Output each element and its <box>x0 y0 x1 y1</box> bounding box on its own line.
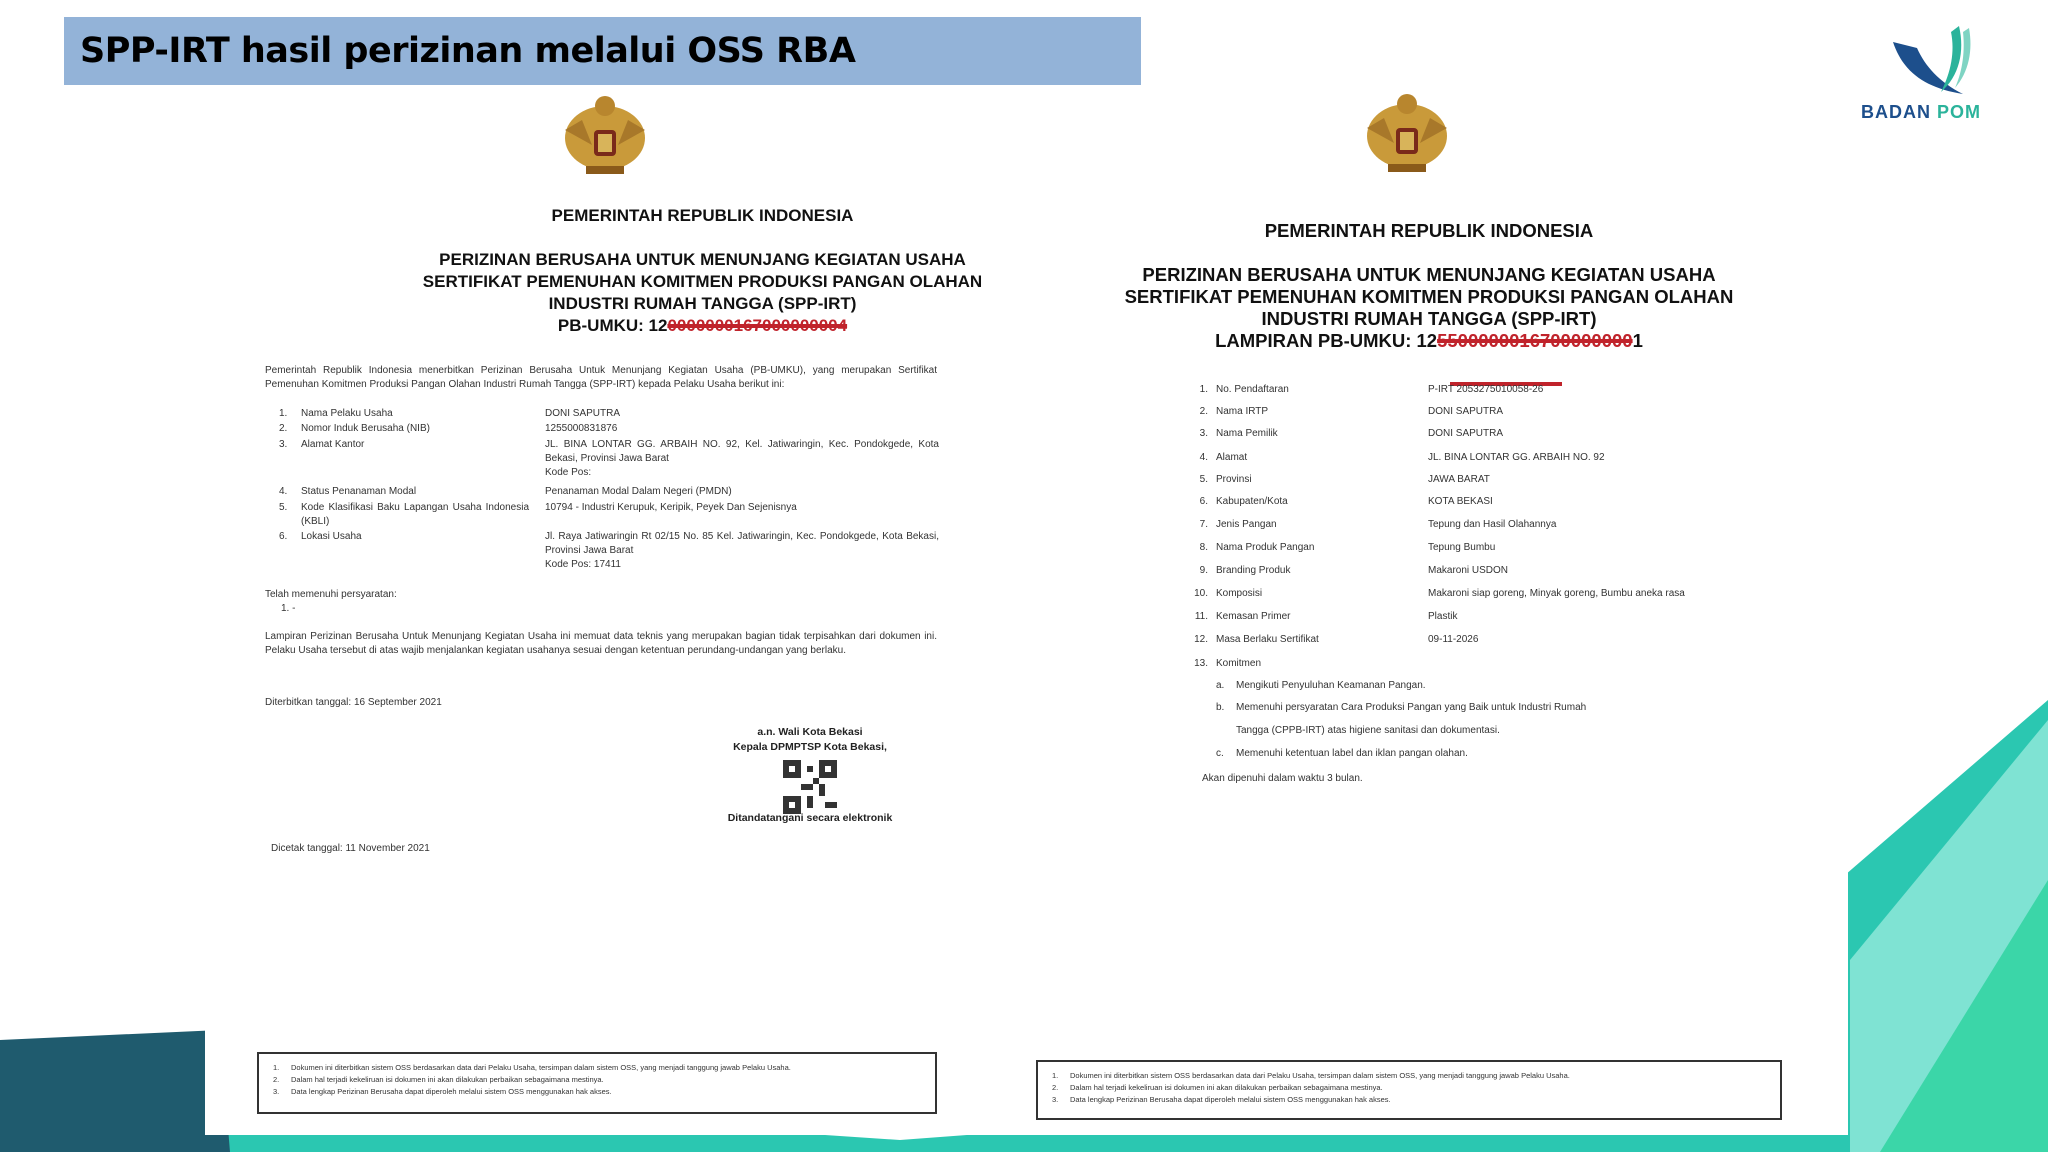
right-heading-3: INDUSTRI RUMAH TANGGA (SPP-IRT) <box>1261 308 1597 329</box>
right-commitment-item: Tangga (CPPB-IRT) atas higiene sanitasi dan dokumentasi. <box>1236 725 1500 736</box>
left-field-row: 4. Status Penanaman Modal Penanaman Modal Dalam Negeri (PMDN) <box>279 486 732 497</box>
right-commitment-item: b. Memenuhi persyaratan Cara Produksi Pangan yang Baik untuk Industri Rumah <box>1216 702 1587 713</box>
right-commitment-item: a. Mengikuti Penyuluhan Keamanan Pangan. <box>1216 680 1426 691</box>
note-item: 3. Data lengkap Perizinan Berusaha dapat diperoleh melalui sistem OSS menggunakan hak akses. <box>1052 1095 1391 1104</box>
note-item: 2. Dalam hal terjadi kekeliruan isi dokumen ini akan dilakukan perbaikan sebagaimana mestinya. <box>1052 1083 1383 1092</box>
certificate-document-right <box>1010 38 1848 1135</box>
right-field-row: 5. Provinsi JAWA BARAT <box>1199 474 1490 485</box>
logo-wordmark <box>1861 102 1981 123</box>
logo-word-pom: POM <box>1937 102 1982 122</box>
logo-word-badan: BADAN <box>1861 102 1931 122</box>
right-field-row: 10. Komposisi Makaroni siap goreng, Minyak goreng, Bumbu aneka rasa <box>1194 588 1685 599</box>
left-printed-date: Dicetak tanggal: 11 November 2021 <box>271 843 430 854</box>
right-field-row: 7. Jenis Pangan Tepung dan Hasil Olahannya <box>1199 519 1557 530</box>
left-signer-title: a.n. Wali Kota Bekasi <box>757 726 863 738</box>
note-item: 3. Data lengkap Perizinan Berusaha dapat diperoleh melalui sistem OSS menggunakan hak akses. <box>273 1087 612 1096</box>
right-field-row: 2. Nama IRTP DONI SAPUTRA <box>1199 406 1504 417</box>
left-field-row: 5. Kode Klasifikasi Baku Lapangan Usaha Indonesia (KBLI) 10794 - Industri Kerupuk, Keripik, Peyek Dan Sejenisnya <box>279 502 797 527</box>
left-pb-redacted: 0000000167000000004 <box>667 316 848 335</box>
left-pb-label: PB-UMKU: 12 <box>557 316 668 335</box>
slide-title: SPP-IRT hasil perizinan melalui OSS RBA <box>80 31 856 71</box>
right-field-row: 9. Branding Produk Makaroni USDON <box>1199 565 1509 576</box>
right-field-row: 12. Masa Berlaku Sertifikat 09-11-2026 <box>1194 634 1479 645</box>
left-heading-1: PERIZINAN BERUSAHA UNTUK MENUNJANG KEGIATAN USAHA <box>439 250 966 269</box>
right-heading-1: PERIZINAN BERUSAHA UNTUK MENUNJANG KEGIATAN USAHA <box>1142 264 1716 285</box>
left-heading-3: INDUSTRI RUMAH TANGGA (SPP-IRT) <box>548 294 857 313</box>
left-issued-date: Diterbitkan tanggal: 16 September 2021 <box>265 697 442 708</box>
note-item: 1. Dokumen ini diterbitkan sistem OSS berdasarkan data dari Pelaku Usaha, tersimpan dalam sistem OSS, yang menjadi tanggung jawab Pelaku Usaha. <box>273 1063 791 1072</box>
garuda-emblem-icon <box>1364 88 1450 178</box>
right-pb-tail: 1 <box>1632 330 1643 351</box>
garuda-emblem-icon <box>562 90 648 180</box>
left-signed-electronic: Ditandatangani secara elektronik <box>727 812 893 824</box>
right-field-row: 8. Nama Produk Pangan Tepung Bumbu <box>1199 542 1496 553</box>
right-pb-label: LAMPIRAN PB-UMKU: 12 <box>1215 330 1438 351</box>
right-heading-2: SERTIFIKAT PEMENUHAN KOMITMEN PRODUKSI PANGAN OLAHAN <box>1124 286 1734 307</box>
right-deadline: Akan dipenuhi dalam waktu 3 bulan. <box>1202 773 1363 784</box>
logo-swoosh-icon <box>1855 22 2005 102</box>
right-field-row: 4. Alamat JL. BINA LONTAR GG. ARBAIH NO. 92 <box>1199 452 1605 463</box>
left-government-heading: PEMERINTAH REPUBLIK INDONESIA <box>551 206 854 225</box>
left-fulfilled-item: 1. - <box>281 603 296 614</box>
right-pb-umku-number <box>1010 330 1848 352</box>
left-fulfilled-label: Telah memenuhi persyaratan: <box>265 589 397 600</box>
left-heading-2: SERTIFIKAT PEMENUHAN KOMITMEN PRODUKSI PANGAN OLAHAN <box>422 272 983 291</box>
note-item: 2. Dalam hal terjadi kekeliruan isi dokumen ini akan dilakukan perbaikan sebagaimana mestinya. <box>273 1075 604 1084</box>
right-government-heading: PEMERINTAH REPUBLIK INDONESIA <box>1264 220 1594 241</box>
left-notes-box <box>257 1052 937 1114</box>
qr-code-icon <box>783 760 837 814</box>
left-field-row: 3. Alamat Kantor JL. BINA LONTAR GG. ARBAIH NO. 92, Kel. Jatiwaringin, Kec. Pondokgede, Kota Bekasi, Provinsi Jawa Barat Kode Pos: <box>279 439 939 478</box>
slide-title-bar <box>64 17 1141 85</box>
left-field-row: 6. Lokasi Usaha Jl. Raya Jatiwaringin Rt 02/15 No. 85 Kel. Jatiwaringin, Kec. Pondokgede, Kota Bekasi, Provinsi Jawa Barat Kode Pos: 17411 <box>279 531 939 570</box>
right-notes-box <box>1036 1060 1782 1120</box>
right-field-row: 13. Komitmen <box>1194 658 1262 669</box>
left-field-row: 1. Nama Pelaku Usaha DONI SAPUTRA <box>279 408 621 419</box>
right-field-row: 6. Kabupaten/Kota KOTA BEKASI <box>1199 496 1493 507</box>
right-pb-redacted: 5500000016700000000 <box>1437 330 1633 351</box>
right-field-row: 11. Kemasan Primer Plastik <box>1194 611 1458 622</box>
left-attachment-paragraph: Lampiran Perizinan Berusaha Untuk Menunjang Kegiatan Usaha ini memuat data teknis yang merupakan bagian tidak terpisahkan dari dokumen ini. Pelaku Usaha tersebut di atas wajib menjalankan kegiatan usahanya sesuai dengan ketentuan perundang-undangan yang berlaku. <box>265 631 937 656</box>
note-item: 1. Dokumen ini diterbitkan sistem OSS berdasarkan data dari Pelaku Usaha, tersimpan dalam sistem OSS, yang menjadi tanggung jawab Pelaku Usaha. <box>1052 1071 1570 1080</box>
right-commitment-item: c. Memenuhi ketentuan label dan iklan pangan olahan. <box>1216 748 1468 759</box>
left-signer-office: Kepala DPMPTSP Kota Bekasi, <box>733 741 887 753</box>
navy-wave-bottom-left <box>0 1030 230 1152</box>
left-intro-paragraph: Pemerintah Republik Indonesia menerbitkan Perizinan Berusaha Untuk Menunjang Kegiatan Usaha (PB-UMKU), yang merupakan Sertifikat Pemenuhan Komitmen Produksi Pangan Olahan Industri Rumah Tangga (SPP-IRT) kepada Pelaku Usaha berikut ini: <box>265 365 937 390</box>
right-field-row: 1. No. Pendaftaran P-IRT 2053275010058-26 <box>1199 384 1544 395</box>
left-field-row: 2. Nomor Induk Berusaha (NIB) 1255000831876 <box>279 423 618 434</box>
badan-pom-logo <box>1855 22 2005 132</box>
right-field-row: 3. Nama Pemilik DONI SAPUTRA <box>1199 428 1504 439</box>
